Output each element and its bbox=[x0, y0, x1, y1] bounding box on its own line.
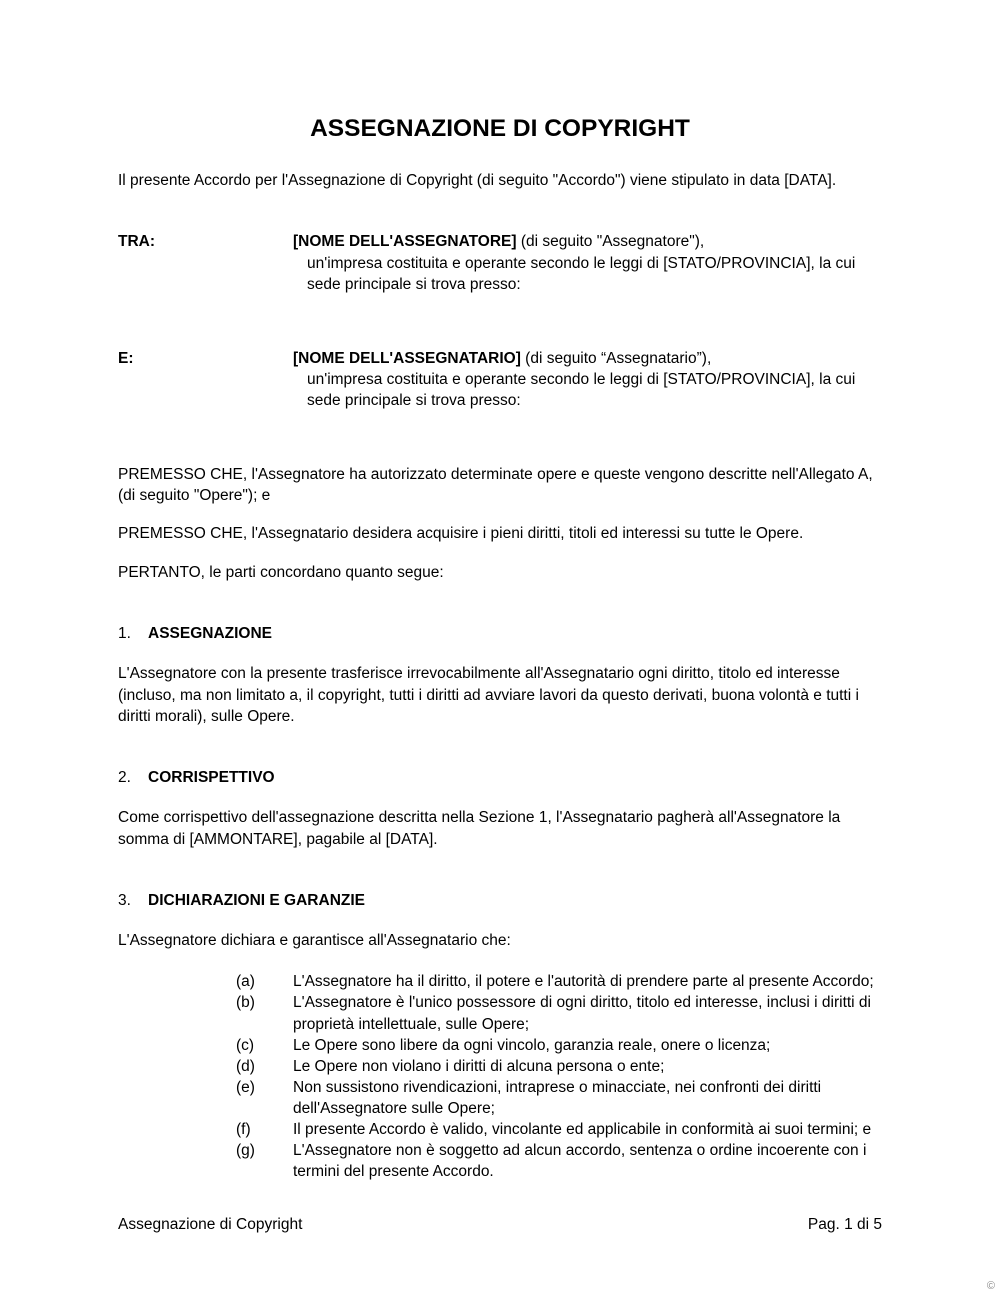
list-item-text: Le Opere sono libere da ogni vincolo, garanzia reale, onere o licenza; bbox=[293, 1036, 771, 1054]
list-item bbox=[236, 1140, 882, 1182]
list-item-label: (d) bbox=[236, 1057, 255, 1075]
section-dichiarazioni bbox=[118, 892, 882, 1182]
list-item-label: (e) bbox=[236, 1078, 255, 1096]
list-item-text: L'Assegnatore ha il diritto, il potere e l'autorità di prendere parte al presente Accordo; bbox=[293, 973, 874, 991]
party-label-tra: TRA: bbox=[118, 233, 156, 251]
section-title: CORRISPETTIVO bbox=[148, 769, 275, 787]
list-item-label: (a) bbox=[236, 973, 255, 991]
list-item-text: L'Assegnatore è l'unico possessore di ogni diritto, titolo ed interesse, inclusi i diritti di proprietà intellettuale, sulle Opere; bbox=[293, 994, 871, 1033]
footer-document-name: Assegnazione di Copyright bbox=[118, 1216, 303, 1233]
section-title: ASSEGNAZIONE bbox=[148, 625, 273, 643]
recital-acquire: PREMESSO CHE, l'Assegnatario desidera acquisire i pieni diritti, titoli ed interessi su tutte le Opere. bbox=[118, 525, 804, 543]
assignor-name-placeholder: [NOME DELL'ASSEGNATORE] bbox=[293, 233, 517, 251]
recital-works: PREMESSO CHE, l'Assegnatore ha autorizzato determinate opere e queste vengono descritte nell'Allegato A, (di seguito "Opere"); e bbox=[118, 465, 873, 504]
list-item-text: Non sussistono rivendicazioni, intraprese o minacciate, nei confronti dei diritti dell'Assegnatore sulle Opere; bbox=[293, 1078, 822, 1117]
party-text-assignee bbox=[293, 348, 868, 412]
assignor-name-suffix: (di seguito "Assegnatore"), bbox=[516, 233, 705, 251]
party-name-line bbox=[293, 231, 868, 252]
party-block-assignee bbox=[118, 348, 882, 412]
list-item-label: (g) bbox=[236, 1142, 255, 1159]
list-item bbox=[236, 1056, 882, 1077]
section-number: 3. bbox=[118, 892, 131, 909]
party-text-assignor bbox=[293, 231, 868, 295]
list-item-text: Le Opere non violano i diritti di alcuna persona o ente; bbox=[293, 1057, 665, 1075]
page-footer bbox=[118, 1216, 882, 1234]
party-label-e: E: bbox=[118, 349, 134, 367]
assignee-name-placeholder: [NOME DELL'ASSEGNATARIO] bbox=[293, 349, 521, 367]
section-heading bbox=[118, 769, 882, 787]
list-item bbox=[236, 1077, 882, 1119]
assignee-description: un'impresa costituita e operante secondo le leggi di [STATO/PROVINCIA], la cui sede principale si trova presso: bbox=[307, 370, 856, 410]
section-heading bbox=[118, 892, 882, 910]
section-body: L'Assegnatore dichiara e garantisce all'Assegnatario che: bbox=[118, 932, 511, 949]
party-block-assignor bbox=[118, 231, 882, 295]
section-heading bbox=[118, 625, 882, 643]
recital-agreement: PERTANTO, le parti concordano quanto segue: bbox=[118, 563, 444, 581]
warranties-list bbox=[118, 971, 882, 1182]
section-corrispettivo bbox=[118, 769, 882, 850]
list-item bbox=[236, 1035, 882, 1056]
list-item bbox=[236, 971, 882, 992]
list-item-text: L'Assegnatore non è soggetto ad alcun accordo, sentenza o ordine incoerente con i termini del presente Accordo. bbox=[293, 1142, 867, 1181]
list-item-label: (b) bbox=[236, 994, 255, 1012]
footer-page-number: Pag. 1 di 5 bbox=[807, 1216, 882, 1233]
document-title: ASSEGNAZIONE DI COPYRIGHT bbox=[310, 115, 690, 142]
copyright-mark-icon: © bbox=[986, 1280, 995, 1290]
assignor-description: un'impresa costituita e operante secondo le leggi di [STATO/PROVINCIA], la cui sede principale si trova presso: bbox=[307, 254, 856, 294]
list-item-text: Il presente Accordo è valido, vincolante ed applicabile in conformità ai suoi termini; e bbox=[293, 1120, 872, 1138]
list-item bbox=[236, 992, 882, 1034]
section-body: Come corrispettivo dell'assegnazione descritta nella Sezione 1, l'Assegnatario pagherà all'Assegnatore la somma di [AMMONTARE], pagabile al [DATA]. bbox=[118, 809, 841, 848]
section-title: DICHIARAZIONI E GARANZIE bbox=[148, 892, 365, 909]
list-item-label: (f) bbox=[236, 1120, 251, 1138]
assignee-name-suffix: (di seguito “Assegnatario”), bbox=[520, 349, 712, 367]
intro-paragraph: Il presente Accordo per l'Assegnazione di Copyright (di seguito "Accordo") viene stipulato in data [DATA]. bbox=[118, 172, 837, 189]
list-item bbox=[236, 1119, 882, 1140]
party-name-line bbox=[293, 348, 868, 369]
section-number: 1. bbox=[118, 625, 131, 643]
section-body: L'Assegnatore con la presente trasferisce irrevocabilmente all'Assegnatario ogni diritto, titolo ed interesse (incluso, ma non limitato a, il copyright, tutti i diritti ad avviare lavori da questo derivati, buona volontà e tutti i diritti morali), sulle Opere. bbox=[118, 665, 859, 725]
section-assegnazione bbox=[118, 625, 882, 727]
list-item-label: (c) bbox=[236, 1036, 255, 1054]
section-number: 2. bbox=[118, 769, 131, 787]
